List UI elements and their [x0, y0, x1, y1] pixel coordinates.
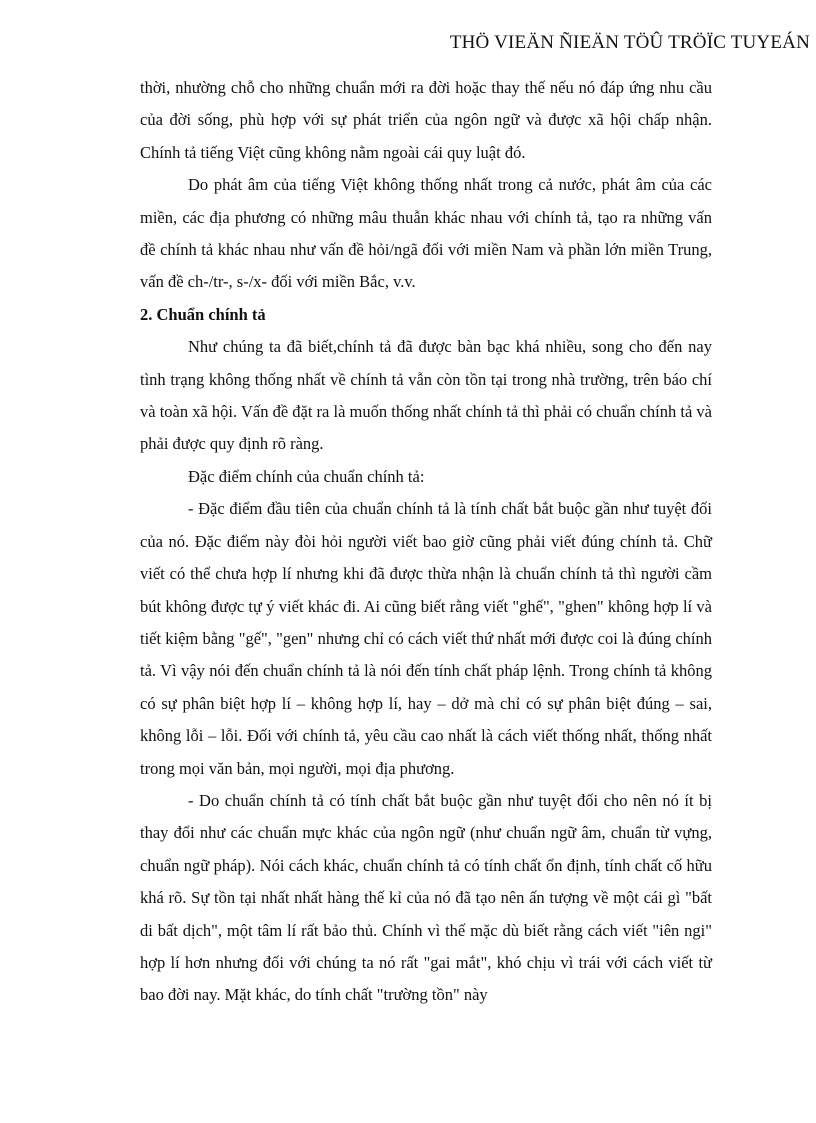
paragraph-pronunciation: Do phát âm của tiếng Việt không thống nhất trong cả nước, phát âm của các miền, các địa phương có những mâu thuẫn khác nhau với chính tả, tạo ra những vấn đề chính tả khác nhau như vấn đề hỏi/ngã đối với miền Nam và phần lớn miền Trung, vấn đề ch-/tr-, s-/x- đối với miền Bắc, v.v.	[140, 175, 712, 292]
paragraph-characteristic-2: - Do chuẩn chính tả có tính chất bắt buộc gần như tuyệt đối cho nên nó ít bị thay đổi như các chuẩn mực khác của ngôn ngữ (như chuẩn ngữ âm, chuẩn từ vựng, chuẩn ngữ pháp). Nói cách khác, chuẩn chính tả có tính chất ổn định, tính chất cố hữu khá rõ. Sự tồn tại nhất nhất hàng thế kỉ của nó đã tạo nên ấn tượng về một cái gì "bất di bất dịch", một tâm lí rất bảo thủ. Chính vì thế mặc dù biết rằng cách viết "iên ngi" hợp lí hơn nhưng đối với chúng ta nó rất "gai mắt", khó chịu vì trái với cách viết từ bao đời nay. Mặt khác, do tính chất "trường tồn" này	[140, 790, 712, 1005]
paragraph-characteristic-1: - Đặc điểm đầu tiên của chuẩn chính tả là tính chất bắt buộc gần như tuyệt đối của nó. Đặc điểm này đòi hỏi người viết bao giờ cũng phải viết đúng chính tả. Chữ viết có thể chưa hợp lí nhưng khi đã được thừa nhận là chuẩn chính tả thì người cầm bút không được tự ý viết khác đi. Ai cũng biết rằng viết "ghế", "ghen" không hợp lí và tiết kiệm bằng "gế", "gen" nhưng chỉ có cách viết thứ nhất mới được coi là đúng chính tả. Vì vậy nói đến chuẩn chính tả là nói đến tính chất pháp lệnh. Trong chính tả không có sự phân biệt hợp lí – không hợp lí, hay – dở mà chỉ có sự phân biệt đúng – sai, không lỗi – lỗi. Đối với chính tả, yêu cầu cao nhất là cách viết thống nhất, thống nhất trong mọi văn bản, mọi người, mọi địa phương.	[140, 499, 712, 778]
paragraph-intro: Như chúng ta đã biết,chính tả đã được bàn bạc khá nhiều, song cho đến nay tình trạng không thống nhất về chính tả vẫn còn tồn tại trong nhà trường, trên báo chí và toàn xã hội. Vấn đề đặt ra là muốn thống nhất chính tả thì phải có chuẩn chính tả và phải được quy định rõ ràng.	[140, 337, 712, 454]
document-body	[140, 72, 712, 1012]
paragraph-characteristics-title: Đặc điểm chính của chuẩn chính tả:	[188, 466, 425, 486]
running-header: THÖ VIEÄN ÑIEÄN TÖÛ TRÖÏC TUYEÁN	[449, 32, 810, 53]
paragraph-continuation: thời, nhường chỗ cho những chuẩn mới ra đời hoặc thay thế nếu nó đáp ứng nhu cầu của đời sống, phù hợp với sự phát triển của ngôn ngữ và được xã hội chấp nhận. Chính tả tiếng Việt cũng không nằm ngoài cái quy luật đó.	[140, 78, 712, 162]
section-heading: 2. Chuẩn chính tả	[140, 304, 266, 324]
